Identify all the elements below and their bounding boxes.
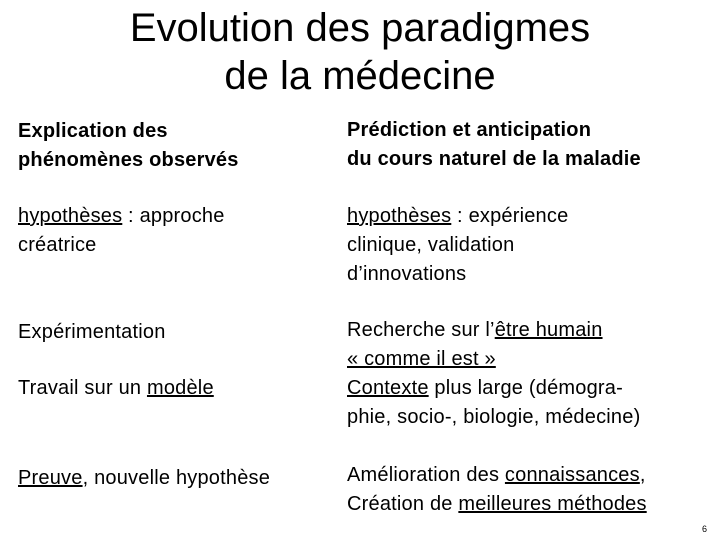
right-hypotheses-rest: : expérience [451, 205, 569, 227]
left-experimentation: Expérimentation [18, 321, 166, 343]
right-hypotheses-word: hypothèses [347, 205, 452, 227]
left-preuve [18, 464, 338, 493]
right-contexte-rest: plus large (démogra- [428, 377, 623, 399]
right-contexte-word: Contexte [347, 377, 429, 399]
right-amelioration-prefix: Amélioration des [347, 464, 505, 486]
right-hypotheses-line-1 [347, 202, 712, 231]
right-heading-line-1: Prédiction et anticipation [347, 119, 592, 141]
right-hypotheses [347, 202, 712, 289]
slide-title [0, 4, 720, 100]
right-creation-line [347, 490, 712, 519]
left-hypotheses-rest: : approche [122, 205, 225, 227]
right-recherche-line-2: « comme il est » [347, 348, 496, 370]
title-line-2: de la médecine [224, 54, 496, 98]
left-heading-line-1: Explication des [18, 120, 168, 142]
right-recherche [347, 316, 712, 432]
right-amelioration-word: connaissances [504, 464, 640, 486]
title-line-1: Evolution des paradigmes [129, 6, 591, 50]
right-recherche-word: être humain [494, 319, 603, 341]
left-preuve-word: Preuve [18, 467, 83, 489]
right-creation-word: meilleures méthodes [458, 493, 647, 515]
left-travail-prefix: Travail sur un [18, 377, 147, 399]
right-contexte-line-1 [347, 374, 712, 403]
right-creation-prefix: Création de [347, 493, 459, 515]
left-travail-word: modèle [146, 377, 214, 399]
left-hypotheses-line-1 [18, 202, 338, 231]
left-heading-line-2: phénomènes observés [18, 149, 239, 171]
right-contexte-line-2: phie, socio-, biologie, médecine) [347, 406, 641, 428]
right-heading [347, 116, 712, 174]
left-hypotheses-word: hypothèses [18, 205, 123, 227]
right-recherche-line-1 [347, 316, 712, 345]
right-recherche-prefix: Recherche sur l’ [347, 319, 495, 341]
left-hypotheses [18, 202, 338, 260]
left-preuve-rest: , nouvelle hypothèse [82, 467, 271, 489]
right-amelioration-line [347, 461, 712, 490]
left-heading [18, 117, 338, 175]
left-hypotheses-line-2: créatrice [18, 234, 97, 256]
right-heading-line-2: du cours naturel de la maladie [347, 148, 641, 170]
right-hypotheses-line-3: d’innovations [347, 263, 467, 285]
right-amelioration-suffix: , [639, 464, 646, 486]
right-amelioration [347, 461, 712, 519]
left-travail [18, 374, 338, 403]
page-number: 6 [701, 524, 707, 534]
right-hypotheses-line-2: clinique, validation [347, 234, 515, 256]
